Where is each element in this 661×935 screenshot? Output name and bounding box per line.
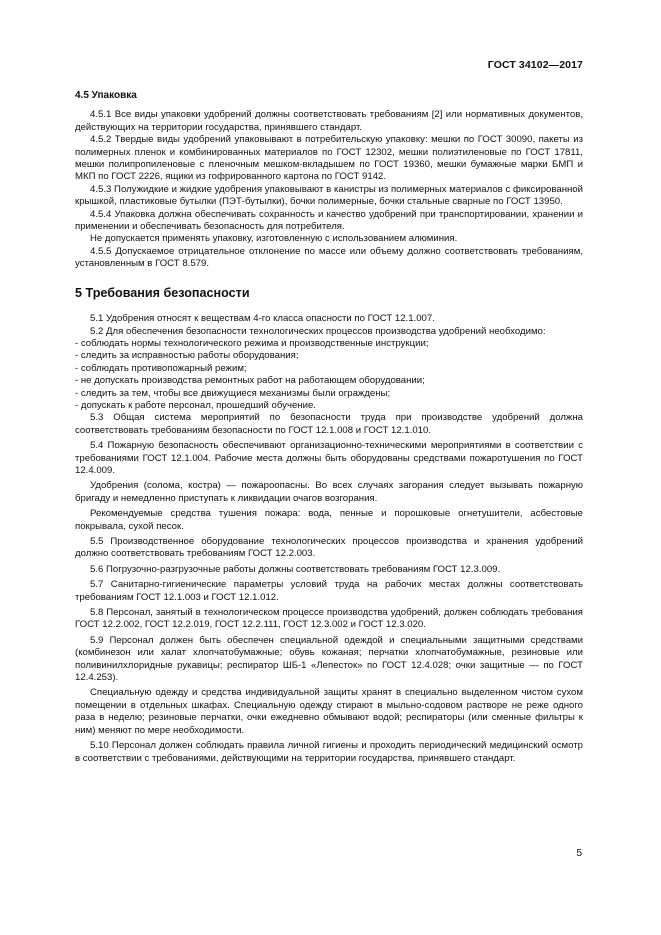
- paragraph-5-1: 5.1 Удобрения относят к веществам 4-го класса опасности по ГОСТ 12.1.007.: [90, 313, 435, 325]
- paragraph-5-5: 5.5 Производственное оборудование технологических процессов производства и хранения удобрений должно соответствовать требованиям ГОСТ 12.2.003.: [75, 536, 583, 560]
- paragraph-5-7: 5.7 Санитарно-гигиенические параметры условий труда на рабочих местах должны соответствовать требованиям ГОСТ 12.1.003 и ГОСТ 12.1.012.: [75, 579, 583, 603]
- paragraph-5-4-extinguishing: Рекомендуемые средства тушения пожара: вода, пенные и порошковые огнетушители, асбестовые покрывала, сухой песок.: [75, 508, 583, 532]
- paragraph-4-5-2: 4.5.2 Твердые виды удобрений упаковывают в потребительскую упаковку: мешки по ГОСТ 30090, пакеты из полимерных пленок и комбинированных материалов по ГОСТ 12302, мешки полиэтиленовые по ГОСТ 17811, мешки полипропиленовые с пленочным мешком-вкладышем по ГОСТ 19360, мешки бумажные марки БМП и МКП по ГОСТ 2226, ящики из гофрированного картона по ГОСТ 9142.: [75, 134, 583, 183]
- requirements-list: [75, 338, 583, 412]
- paragraph-5-4-fire-hazard: Удобрения (солома, костра) — пожароопасны. Во всех случаях загорания следует вызывать пожарную бригаду и немедленно приступать к ликвидации очагов возгорания.: [75, 480, 583, 504]
- list-item: - допускать к работе персонал, прошедший обучение.: [75, 399, 316, 411]
- section-heading-5: 5 Требования безопасности: [75, 285, 250, 300]
- list-item: - следить за исправностью работы оборудования;: [75, 350, 299, 362]
- page-number: 5: [576, 848, 582, 859]
- list-item: - соблюдать противопожарный режим;: [75, 362, 247, 374]
- paragraph-5-9: 5.9 Персонал должен быть обеспечен специальной одеждой и специальными защитными средствами (комбинезон или халат хлопчатобумажные; обувь кожаная; перчатки хлопчатобумажные, резиновые или поливинилхлоридные рукавицы; респиратор ШБ-1 «Лепесток» по ГОСТ 12.4.028; очки защитные — по ГОСТ 12.4.253).: [75, 634, 583, 684]
- paragraph-5-8: 5.8 Персонал, занятый в технологическом процессе производства удобрений, должен соблюдать требования ГОСТ 12.2.002, ГОСТ 12.2.019, ГОСТ 12.2.111, ГОСТ 12.3.002 и ГОСТ 12.3.020.: [75, 607, 583, 631]
- paragraph-5-9-storage: Специальную одежду и средства индивидуальной защиты хранят в специально выделенном чистом сухом помещении в отдельных шкафах. Специальную одежду стирают в мыльно-содовом растворе не реже одного раза в неделю; резиновые перчатки, очки ежедневно обмывают водой; респираторы (или сменные фильтры к ним) меняют по мере необходимости.: [75, 687, 583, 736]
- paragraph-4-5-5: 4.5.5 Допускаемое отрицательное отклонение по массе или объему должно соответствовать требованиям, установленным в ГОСТ 8.579.: [75, 245, 583, 270]
- paragraph-5-6: 5.6 Погрузочно-разгрузочные работы должны соответствовать требованиям ГОСТ 12.3.009.: [90, 563, 501, 575]
- list-item: - следить за тем, чтобы все движущиеся механизмы были ограждены;: [75, 387, 391, 399]
- subsection-heading-4-5: 4.5 Упаковка: [75, 90, 137, 101]
- paragraph-4-5-3: 4.5.3 Полужидкие и жидкие удобрения упаковывают в канистры из полимерных материалов с фиксированной крышкой, пластиковые бутылки (ПЭТ-бутылки), бочки полимерные, бочки стальные сварные по ГОСТ 13950.: [75, 183, 583, 208]
- document-code: ГОСТ 34102—2017: [487, 59, 583, 71]
- paragraph-4-5-4-note: Не допускается применять упаковку, изготовленную с использованием алюминия.: [90, 233, 458, 245]
- page-content: [75, 90, 583, 765]
- paragraph-4-5-4: 4.5.4 Упаковка должна обеспечивать сохранность и качество удобрений при транспортировании, хранении и применении и обеспечивать безопасность для потребителя.: [75, 208, 583, 233]
- paragraph-5-2: 5.2 Для обеспечения безопасности технологических процессов производства удобрений необходимо:: [90, 325, 546, 337]
- paragraph-4-5-1: 4.5.1 Все виды упаковки удобрений должны соответствовать требованиям [2] или нормативных документов, действующих на территории государства, принявшего стандарт.: [75, 109, 583, 133]
- paragraph-5-10: 5.10 Персонал должен соблюдать правила личной гигиены и проходить периодический медицинский осмотр в соответствии с требованиями, действующими на территории государства, принявшего стандарт.: [75, 740, 583, 764]
- paragraph-5-4: 5.4 Пожарную безопасность обеспечивают организационно-техническими мероприятиями в соответствии с требованиями ГОСТ 12.1.004. Рабочие места должны быть оборудованы средствами пожаротушения по ГОСТ 12.4.009.: [75, 440, 583, 476]
- list-item: - не допускать производства ремонтных работ на работающем оборудовании;: [75, 375, 425, 387]
- list-item: - соблюдать нормы технологического режима и производственные инструкции;: [75, 337, 429, 349]
- paragraph-5-3: 5.3 Общая система мероприятий по безопасности труда при производстве удобрений должна соответствовать требованиям безопасности по ГОСТ 12.1.008 и ГОСТ 12.1.010.: [75, 412, 583, 436]
